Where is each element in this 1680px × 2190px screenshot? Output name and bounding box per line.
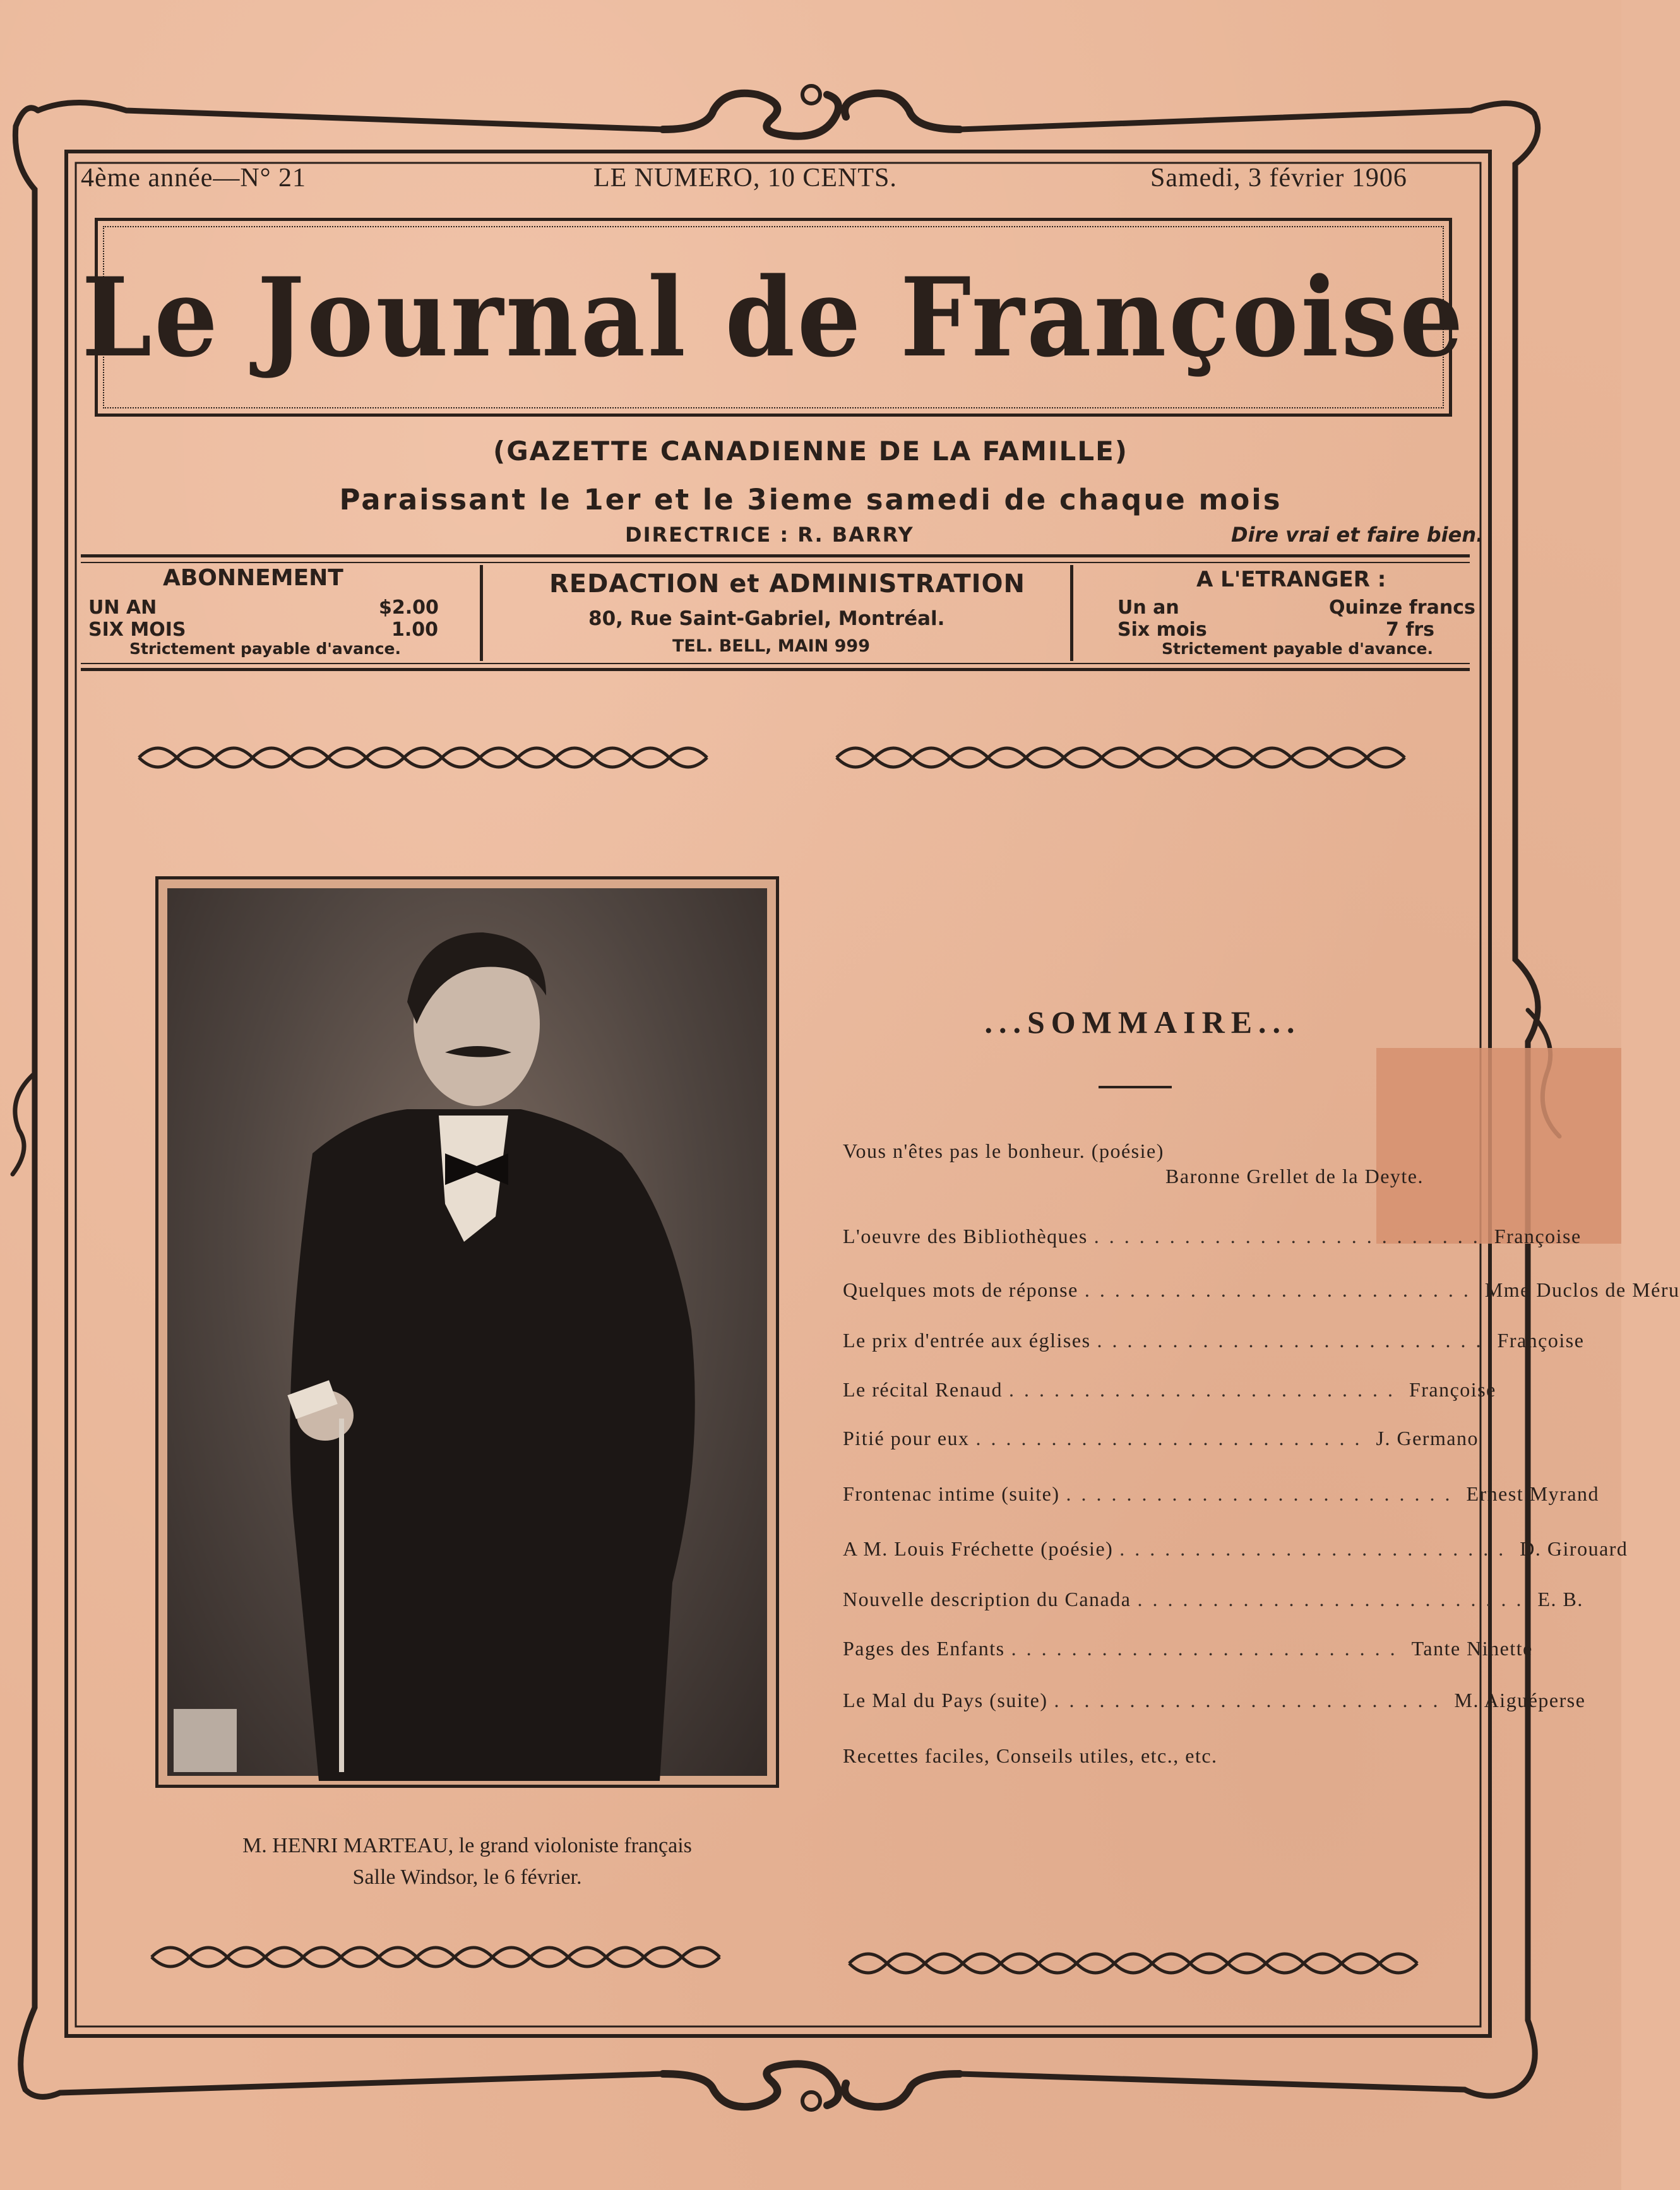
issue-number: 4ème année—N° 21 [81, 164, 307, 193]
toc-entry-author: J. Germano [1376, 1427, 1479, 1449]
foreign-six-label: Six mois [1117, 619, 1207, 641]
toc-entry-title: Le Mal du Pays (suite) [843, 1689, 1048, 1711]
info-band-bottom-rule-thin [81, 663, 1470, 664]
publication-frequency: Paraissant le 1er et le 3ieme samedi de chaque mois [339, 483, 1282, 516]
toc-entry-author: Baronne Grellet de la Deyte. [1165, 1165, 1424, 1187]
office-phone: TEL. BELL, MAIN 999 [672, 636, 870, 656]
director-line: DIRECTRICE : R. BARRY [625, 523, 914, 547]
masthead-title: Le Journal de Françoise [81, 253, 1465, 381]
subscription-year-label: UN AN [88, 597, 157, 619]
portrait-photo-frame [155, 876, 779, 1788]
toc-entry-title: L'oeuvre des Bibliothèques [843, 1225, 1088, 1247]
office-address: 80, Rue Saint-Gabriel, Montréal. [588, 607, 945, 630]
portrait-silhouette [167, 888, 772, 1781]
subscription-six-label: SIX MOIS [88, 619, 186, 641]
toc-entry-title: Pages des Enfants [843, 1637, 1005, 1660]
info-band-top-rule [81, 554, 1470, 557]
motto: Dire vrai et faire bien. [1231, 523, 1484, 547]
sommaire-rule [1099, 1086, 1172, 1088]
toc-entry-author: Ernest Myrand [1466, 1482, 1600, 1505]
foreign-year-price: Quinze francs [1329, 597, 1475, 619]
toc-entry: Frontenac intime (suite) .......................... Ernest Myrand [843, 1482, 1600, 1505]
toc-entry: Le prix d'entrée aux églises .......................... Françoise [843, 1329, 1585, 1352]
toc-entry-title: Vous n'êtes pas le bonheur. (poésie) [843, 1140, 1164, 1162]
info-band-divider-left [480, 565, 483, 661]
info-band-divider-right [1070, 565, 1073, 661]
issue-price: LE NUMERO, 10 CENTS. [593, 164, 897, 193]
toc-entry-author: Françoise [1409, 1378, 1496, 1401]
photo-caption-line-2: Salle Windsor, le 6 février. [352, 1866, 582, 1889]
ornament-band-bottom-left [152, 1935, 732, 1979]
toc-entry-title: Pitié pour eux [843, 1427, 970, 1449]
subscription-note: Strictement payable d'avance. [129, 640, 401, 658]
toc-entry: Pitié pour eux .......................... J. Germano [843, 1427, 1479, 1449]
photo-caption-line-1: M. HENRI MARTEAU, le grand violoniste français [242, 1834, 692, 1857]
subtitle: (GAZETTE CANADIENNE DE LA FAMILLE) [493, 436, 1128, 467]
toc-entry-title: Le récital Renaud [843, 1378, 1003, 1401]
ornament-band-bottom-right [849, 1941, 1430, 1985]
foreign-six-price: 7 frs [1386, 619, 1435, 641]
subscription-year-price: $2.00 [379, 597, 439, 619]
toc-entry-author: Françoise [1497, 1329, 1585, 1352]
toc-entry: Pages des Enfants .......................... Tante Ninette [843, 1637, 1533, 1660]
toc-entry: Nouvelle description du Canada .......................... E. B. [843, 1588, 1583, 1610]
toc-entry: Le Mal du Pays (suite) .......................... M. Aiguéperse [843, 1689, 1586, 1711]
ornament-band-top-right [837, 735, 1417, 780]
toc-entry [843, 1744, 1424, 1768]
subscription-six-price: 1.00 [391, 619, 439, 641]
masthead-box [81, 218, 1465, 417]
toc-entry-author: Françoise [1494, 1225, 1582, 1247]
toc-entry: A M. Louis Fréchette (poésie) .......................... D. Girouard [843, 1537, 1628, 1560]
foreign-year-label: Un an [1117, 597, 1179, 619]
toc-entry [843, 1165, 1424, 1188]
toc-entry-author: Mme Duclos de Méru [1484, 1278, 1680, 1301]
foreign-note: Strictement payable d'avance. [1162, 640, 1433, 658]
toc-entry-author: E. B. [1537, 1588, 1583, 1610]
foreign-title: A L'ETRANGER : [1196, 567, 1386, 592]
toc-entry [843, 1140, 1424, 1163]
toc-entry-title: Frontenac intime (suite) [843, 1482, 1060, 1505]
toc-entry-title: Nouvelle description du Canada [843, 1588, 1131, 1610]
toc-entry-title: Le prix d'entrée aux églises [843, 1329, 1091, 1352]
info-band-bottom-rule [81, 668, 1470, 671]
toc-entry: Quelques mots de réponse .......................... Mme Duclos de Méru [843, 1278, 1680, 1301]
toc-entry: Le récital Renaud .......................... Françoise [843, 1378, 1496, 1401]
toc-entry-author: D. Girouard [1520, 1537, 1628, 1560]
info-band-top-rule-thin [81, 562, 1470, 563]
sommaire-title: ...SOMMAIRE... [984, 1004, 1301, 1040]
ornament-band-top-left [139, 735, 720, 780]
office-title: REDACTION et ADMINISTRATION [549, 569, 1025, 598]
subscription-title: ABONNEMENT [163, 565, 343, 591]
toc-entry: L'oeuvre des Bibliothèques .......................... Françoise [843, 1225, 1582, 1247]
toc-entry-title: Recettes faciles, Conseils utiles, etc., etc. [843, 1744, 1218, 1767]
issue-date: Samedi, 3 février 1906 [1150, 164, 1407, 193]
toc-entry-title: Quelques mots de réponse [843, 1278, 1078, 1301]
portrait-photo [167, 888, 767, 1776]
toc-entry-title: A M. Louis Fréchette (poésie) [843, 1537, 1114, 1560]
toc-entry-author: M. Aiguéperse [1454, 1689, 1586, 1711]
toc-entry-author: Tante Ninette [1411, 1637, 1533, 1660]
